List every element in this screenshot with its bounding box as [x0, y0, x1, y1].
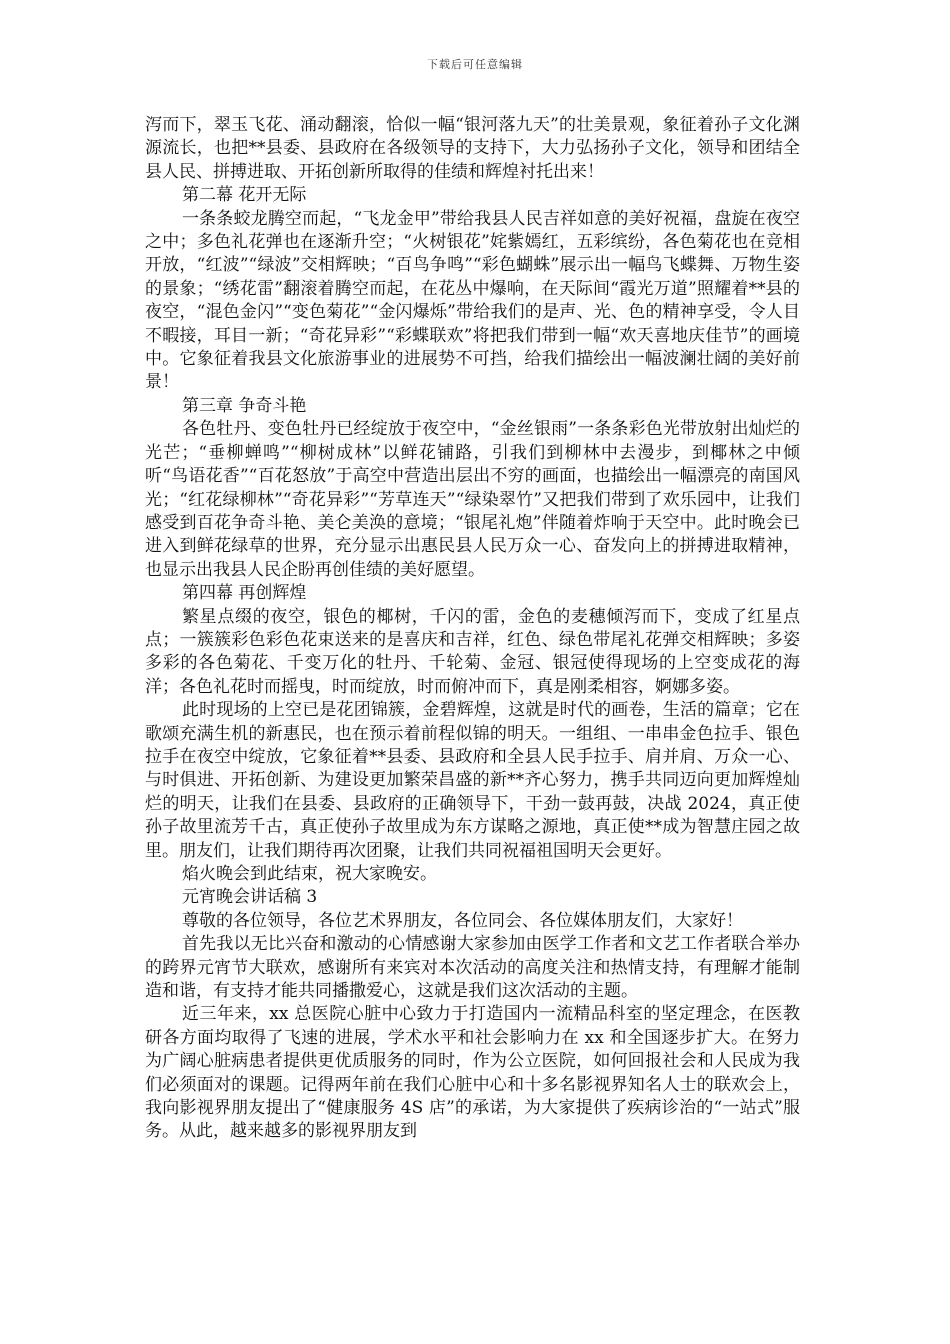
paragraph: 各色牡丹、变色牡丹已经绽放于夜空中，“金丝银雨”一条条彩色光带放射出灿烂的光芒；“垂柳蝉鸣”“柳树成林”以鲜花铺路，引我们到柳林中去漫步，到椰林之中倾听“鸟语花香”“百花怒放”于高空中营造出层出不穷的画面，也描绘出一幅漂亮的南国风光；“红花绿柳林”“奇花异彩”“芳草连天”“绿染翠竹”又把我们带到了欢乐园中，让我们感受到百花争奇斗艳、美仑美涣的意境；“银尾礼炮”伴随着炸响于天空中。此时晚会已进入到鲜花绿草的世界，充分显示出惠民县人民万众一心、奋发向上的拼搏进取精神，也显示出我县人民企盼再创佳绩的美好愿望。	[145, 419, 800, 580]
section-heading: 第三章 争奇斗艳	[182, 395, 307, 416]
paragraph: 首先我以无比兴奋和激动的心情感谢大家参加由医学工作者和文艺工作者联合举办的跨界元宵节大联欢，感谢所有来宾对本次活动的高度关注和热情支持，有理解才能制造和谐，有支持才能共同播撒爱心，这就是我们这次活动的主题。	[145, 934, 800, 1002]
paragraph: 尊敬的各位领导，各位艺术界朋友，各位同会、各位媒体朋友们，大家好！	[182, 910, 743, 931]
paragraph: 焰火晚会到此结束，祝大家晚安。	[182, 864, 437, 884]
paragraph: 一条条蛟龙腾空而起，“飞龙金甲”带给我县人民吉祥如意的美好祝福，盘旋在夜空之中；多色礼花弹也在逐渐升空；“火树银花”姹紫嫣红，五彩缤纷，各色菊花也在竞相开放，“红波”“绿波”交相辉映；“百鸟争鸣”“彩色蝴蛛”展示出一幅鸟飞蝶舞、万物生姿的景象；“绣花雷”翻滚着腾空而起，在花丛中爆响，在天际间“霞光万道”照耀着**县的夜空，“混色金闪”“变色菊花”“金闪爆烁”带给我们的是声、光、色的精神享受，令人目不暇接，耳目一新；“奇花异彩”“彩蝶联欢”将把我们带到一幅“欢天喜地庆佳节”的画境中。它象征着我县文化旅游事业的进展势不可挡，给我们描绘出一幅波澜壮阔的美好前景！	[145, 208, 800, 393]
document-body	[145, 114, 800, 1144]
section-heading: 第四幕 再创辉煌	[182, 583, 307, 604]
paragraph: 此时现场的上空已是花团锦簇，金碧辉煌，这就是时代的画卷，生活的篇章；它在歌颂充满生机的新惠民，也在预示着前程似锦的明天。一组组、一串串金色拉手、银色拉手在夜空中绽放，它象征着**县委、县政府和全县人民手拉手、肩并肩、万众一心、与时俱进、开拓创新、为建设更加繁荣昌盛的新**齐心努力，携手共同迈向更加辉煌灿烂的明天，让我们在县委、县政府的正确领导下，干劲一鼓再鼓，决战 2024，真正使孙子故里流芳千古，真正使孙子故里成为东方谋略之源地，真正使**成为智慧庄园之故里。朋友们，让我们期待再次团聚，让我们共同祝福祖国明天会更好。	[145, 700, 800, 861]
paragraph: 繁星点缀的夜空，银色的椰树，千闪的雷，金色的麦穗倾泻而下，变成了红星点点；一簇簇彩色彩色花束送来的是喜庆和吉祥，红色、绿色带尾礼花弹交相辉映；多姿多彩的各色菊花、千变万化的牡丹、千轮菊、金冠、银冠使得现场的上空变成花的海洋；各色礼花时而摇曳，时而绽放，时而俯冲而下，真是刚柔相容，婀娜多姿。	[145, 606, 800, 697]
document-title: 元宵晚会讲话稿 3	[182, 887, 318, 908]
paragraph: 泻而下，翠玉飞花、涌动翻滚，恰似一幅“银河落九天”的壮美景观，象征着孙子文化渊源流长，也把**县委、县政府在各级领导的支持下，大力弘扬孙子文化，领导和团结全县人民、拼搏进取、开拓创新所取得的佳绩和辉煌衬托出来！	[145, 115, 800, 182]
page-header: 下载后可任意编辑	[427, 58, 523, 71]
section-heading: 第二幕 花开无际	[182, 185, 307, 206]
paragraph: 近三年来，xx 总医院心脏中心致力于打造国内一流精品科室的坚定理念，在医教研各方面均取得了飞速的进展，学术水平和社会影响力在 xx 和全国逐步扩大。在努力为广阔心脏病患者提供更优质服务的同时，作为公立医院，如何回报社会和人民成为我们必须面对的课题。记得两年前在我们心脏中心和十多名影视界知名人士的联欢会上，我向影视界朋友提出了“健康服务 4S 店”的承诺，为大家提供了疾病诊治的“一站式”服务。从此，越来越多的影视界朋友到	[145, 1004, 800, 1142]
